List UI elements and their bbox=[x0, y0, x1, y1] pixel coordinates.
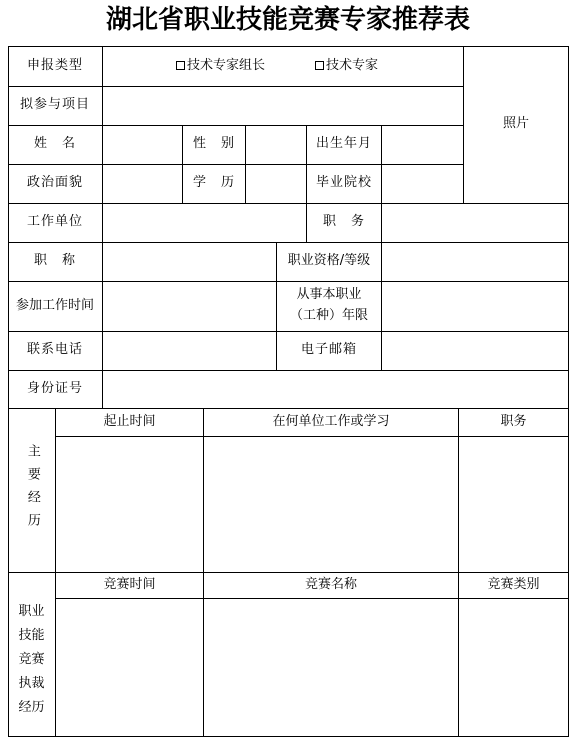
qualification-field[interactable] bbox=[382, 243, 568, 281]
profession-years-line-2: （工种）年限 bbox=[289, 308, 368, 323]
gender-field[interactable] bbox=[246, 126, 306, 164]
competition-category-field[interactable] bbox=[459, 599, 568, 736]
profession-years-label bbox=[277, 281, 381, 331]
gender-label: 性 别 bbox=[192, 136, 235, 152]
education-label: 学 历 bbox=[192, 175, 235, 191]
experience-header-position: 职务 bbox=[500, 414, 527, 430]
work-unit-field[interactable] bbox=[103, 204, 306, 242]
name-field[interactable] bbox=[103, 126, 182, 164]
email-field[interactable] bbox=[382, 332, 568, 370]
phone-field[interactable] bbox=[103, 332, 276, 370]
option-technical-leader[interactable] bbox=[176, 56, 265, 77]
experience-side-text: 主要经历 bbox=[24, 444, 40, 536]
qualification-label: 职业资格/等级 bbox=[287, 253, 371, 269]
photo-label: 照片 bbox=[502, 116, 529, 132]
experience-position-field[interactable] bbox=[459, 437, 568, 572]
option-technical-expert[interactable] bbox=[315, 56, 378, 77]
experience-side-label bbox=[8, 408, 55, 572]
competition-header-time: 竞赛时间 bbox=[103, 577, 156, 593]
title-field[interactable] bbox=[103, 243, 276, 281]
politics-field[interactable] bbox=[103, 165, 182, 203]
checkbox-icon[interactable] bbox=[176, 61, 185, 70]
profession-years-line-1: 从事本职业 bbox=[296, 287, 362, 303]
competition-header-name: 竞赛名称 bbox=[304, 577, 357, 593]
project-label: 拟参与项目 bbox=[19, 97, 90, 113]
work-start-field[interactable] bbox=[103, 282, 276, 331]
birth-label: 出生年月 bbox=[315, 136, 372, 152]
competition-side-line-3: 经历 bbox=[18, 700, 45, 715]
competition-side-line-2: 竞赛执裁 bbox=[18, 652, 45, 691]
name-label: 姓 名 bbox=[33, 136, 76, 152]
experience-header-unit: 在何单位工作或学习 bbox=[272, 414, 390, 430]
competition-time-field[interactable] bbox=[56, 599, 203, 736]
table-border-right bbox=[568, 46, 569, 737]
work-start-label: 参加工作时间 bbox=[15, 297, 94, 313]
project-field[interactable] bbox=[103, 87, 463, 125]
phone-label: 联系电话 bbox=[26, 342, 83, 358]
school-label: 毕业院校 bbox=[315, 175, 372, 191]
competition-name-field[interactable] bbox=[204, 599, 458, 736]
position-label: 职 务 bbox=[322, 214, 365, 230]
competition-side-line-1: 职业技能 bbox=[18, 604, 45, 643]
page-title: 湖北省职业技能竞赛专家推荐表 bbox=[105, 5, 470, 35]
experience-unit-field[interactable] bbox=[204, 437, 458, 572]
profession-years-field[interactable] bbox=[382, 282, 568, 331]
type-label: 申报类型 bbox=[26, 57, 83, 73]
checkbox-icon[interactable] bbox=[315, 61, 324, 70]
title-label: 职 称 bbox=[33, 253, 76, 269]
type-options bbox=[103, 46, 463, 86]
option-label: 技术专家组长 bbox=[187, 57, 266, 73]
education-field[interactable] bbox=[246, 165, 306, 203]
table-border-bottom bbox=[8, 736, 569, 737]
competition-header-category: 竞赛类别 bbox=[487, 577, 540, 593]
experience-period-field[interactable] bbox=[56, 437, 203, 572]
birth-field[interactable] bbox=[382, 126, 463, 164]
id-label: 身份证号 bbox=[26, 380, 83, 396]
work-unit-label: 工作单位 bbox=[26, 214, 83, 230]
position-field[interactable] bbox=[382, 204, 568, 242]
school-field[interactable] bbox=[382, 165, 463, 203]
politics-label: 政治面貌 bbox=[26, 175, 83, 191]
option-label: 技术专家 bbox=[326, 57, 379, 73]
id-field[interactable] bbox=[103, 371, 568, 408]
email-label: 电子邮箱 bbox=[300, 342, 357, 358]
experience-header-period: 起止时间 bbox=[103, 414, 156, 430]
competition-side-stack bbox=[8, 590, 55, 730]
